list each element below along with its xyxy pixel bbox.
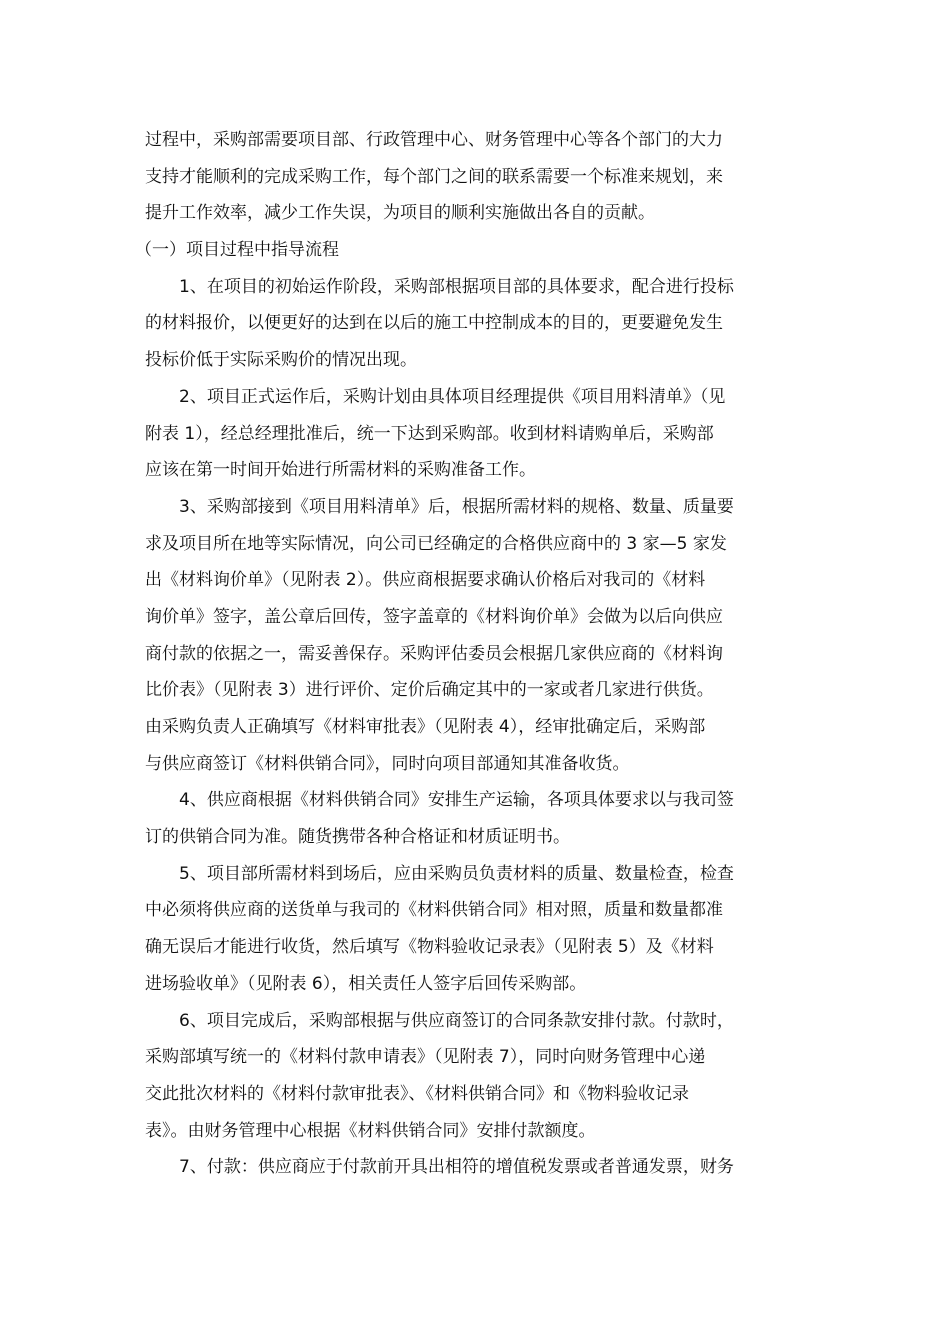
text-line: 中必须将供应商的送货单与我司的《材料供销合同》相对照，质量和数量都准 bbox=[145, 900, 723, 921]
text-line: 比价表》（见附表 3）进行评价、定价后确定其中的一家或者几家进行供货。 bbox=[145, 680, 714, 701]
text-line: 交此批次材料的《材料付款审批表》、《材料供销合同》和《物料验收记录 bbox=[145, 1083, 689, 1104]
text-line: 进场验收单》（见附表 6），相关责任人签字后回传采购部。 bbox=[145, 973, 587, 994]
document-body bbox=[135, 122, 807, 1186]
text-line: 由采购负责人正确填写《材料审批表》（见附表 4），经审批确定后，采购部 bbox=[145, 717, 706, 737]
text-line: 4、供应商根据《材料供销合同》安排生产运输，各项具体要求以与我司签 bbox=[179, 790, 734, 811]
text-line: 询价单》签字，盖公章后回传，签字盖章的《材料询价单》会做为以后向供应 bbox=[145, 606, 723, 627]
text-line: 订的供销合同为准。随货携带各种合格证和材质证明书。 bbox=[145, 827, 570, 848]
text-line: 求及项目所在地等实际情况，向公司已经确定的合格供应商中的 3 家—5 家发 bbox=[145, 533, 727, 554]
text-line: 附表 1），经总经理批准后，统一下达到采购部。收到材料请购单后，采购部 bbox=[145, 423, 714, 444]
text-line: 与供应商签订《材料供销合同》，同时向项目部通知其准备收货。 bbox=[145, 753, 630, 774]
text-line: 3、采购部接到《项目用料清单》后，根据所需材料的规格、数量、质量要 bbox=[179, 496, 734, 517]
text-line: 应该在第一时间开始进行所需材料的采购准备工作。 bbox=[145, 460, 536, 481]
text-line: 出《材料询价单》（见附表 2）。供应商根据要求确认价格后对我司的《材料 bbox=[145, 570, 706, 591]
text-line: 商付款的依据之一，需妥善保存。采购评估委员会根据几家供应商的《材料询 bbox=[145, 643, 723, 664]
text-line: 表》。由财务管理中心根据《材料供销合同》安排付款额度。 bbox=[145, 1120, 596, 1141]
text-line: 的材料报价，以便更好的达到在以后的施工中控制成本的目的，更要避免发生 bbox=[145, 313, 723, 334]
text-line: 提升工作效率，减少工作失误，为项目的顺利实施做出各自的贡献。 bbox=[145, 203, 655, 224]
section-heading: （一）项目过程中指导流程 bbox=[135, 240, 339, 261]
text-line: 6、项目完成后，采购部根据与供应商签订的合同条款安排付款。付款时， bbox=[179, 1010, 734, 1031]
text-line: 投标价低于实际采购价的情况出现。 bbox=[145, 350, 417, 371]
text-line: 支持才能顺利的完成采购工作，每个部门之间的联系需要一个标准来规划，来 bbox=[145, 166, 723, 187]
text-line: 1、在项目的初始运作阶段，采购部根据项目部的具体要求，配合进行投标 bbox=[179, 276, 734, 297]
text-line: 5、项目部所需材料到场后，应由采购员负责材料的质量、数量检查，检查 bbox=[179, 863, 734, 884]
text-line: 2、项目正式运作后，采购计划由具体项目经理提供《项目用料清单》（见 bbox=[179, 386, 726, 407]
text-line: 采购部填写统一的《材料付款申请表》（见附表 7），同时向财务管理中心递 bbox=[145, 1047, 706, 1068]
text-line: 确无误后才能进行收货，然后填写《物料验收记录表》（见附表 5）及《材料 bbox=[145, 937, 714, 958]
text-line: 7、付款：供应商应于付款前开具出相符的增值税发票或者普通发票，财务 bbox=[179, 1157, 734, 1178]
text-line: 过程中，采购部需要项目部、行政管理中心、财务管理中心等各个部门的大力 bbox=[145, 130, 723, 150]
